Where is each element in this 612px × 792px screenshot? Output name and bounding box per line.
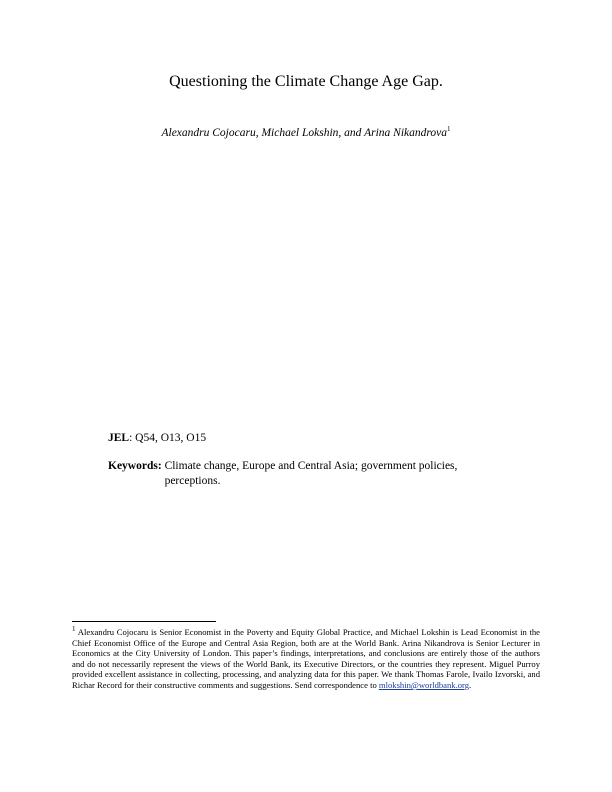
footnote: [72, 627, 540, 691]
keywords: [108, 459, 488, 488]
keywords-label: Keywords:: [108, 460, 162, 472]
author-footnote-marker: 1: [447, 125, 451, 134]
keywords-text: Climate change, Europe and Central Asia; government policies, perceptions.: [164, 460, 458, 487]
jel-label: JEL: [108, 432, 130, 444]
paper-title: Questioning the Climate Change Age Gap.: [169, 73, 443, 90]
footnote-separator: [72, 621, 216, 622]
footnote-end: .: [469, 679, 472, 690]
jel-codes: [108, 431, 206, 445]
correspondence-email-link[interactable]: mlokshin@worldbank.org: [378, 679, 470, 690]
jel-separator: :: [129, 432, 133, 444]
keywords-separator: :: [157, 460, 162, 472]
jel-values: Q54, O13, O15: [135, 432, 207, 444]
author-list: [0, 126, 612, 140]
footnote-text: Alexandru Cojocaru is Senior Economist in the Poverty and Equity Global Practice, and Michael Lokshin is Lead Economist in the Chief Economist Office of the Europe and Central Asia Region, both are at the World Bank. Arina Nikandrova is Senior Lecturer in Economics at the City University of London. This paper’s findings, interpretations, and conclusions are entirely those of the authors and do not necessarily represent the views of the World Bank, its Executive Directors, or the countries they represent. Miguel Purroy provided excellent assistance in collecting, processing, and analyzing data for this paper. We thank Thomas Farole, Ivailo Izvorski, and Richar Record for their constructive comments and suggestions. Send correspondence to: [72, 627, 540, 690]
footnote-marker: 1: [72, 625, 76, 634]
author-names: Alexandru Cojocaru, Michael Lokshin, and Arina Nikandrova: [161, 127, 448, 139]
